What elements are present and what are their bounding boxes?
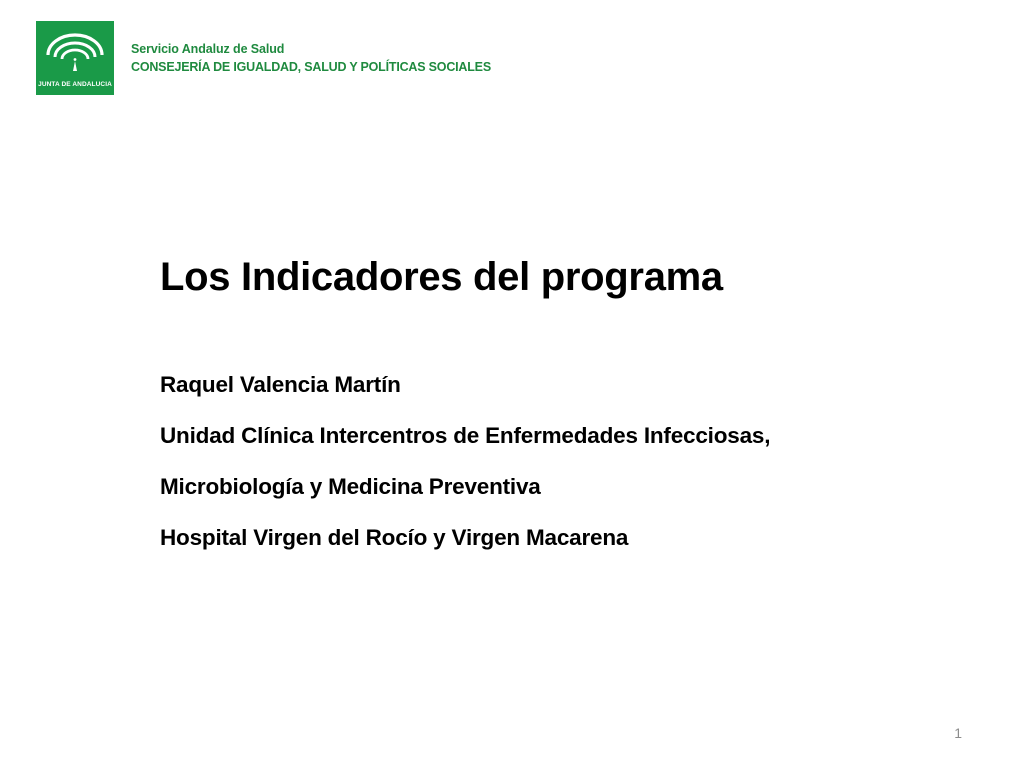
page-number: 1 (954, 725, 962, 741)
affiliation-line-1: Unidad Clínica Intercentros de Enfermedades Infecciosas, (160, 423, 771, 448)
author-name: Raquel Valencia Martín (160, 372, 401, 397)
junta-de-andalucia-logo (36, 21, 114, 95)
logo-caption: JUNTA DE ANDALUCIA (38, 81, 112, 88)
presenter-info (160, 370, 770, 574)
service-name: Servicio Andaluz de Salud (131, 42, 285, 56)
organization-text (131, 21, 491, 95)
slide-title: Los Indicadores del programa (160, 255, 723, 299)
header (36, 21, 491, 95)
affiliation-line-2: Microbiología y Medicina Preventiva (160, 474, 541, 499)
ministry-name: CONSEJERÍA DE IGUALDAD, SALUD Y POLÍTICAS SOCIALES (131, 60, 491, 74)
affiliation-line-3: Hospital Virgen del Rocío y Virgen Macarena (160, 525, 629, 550)
